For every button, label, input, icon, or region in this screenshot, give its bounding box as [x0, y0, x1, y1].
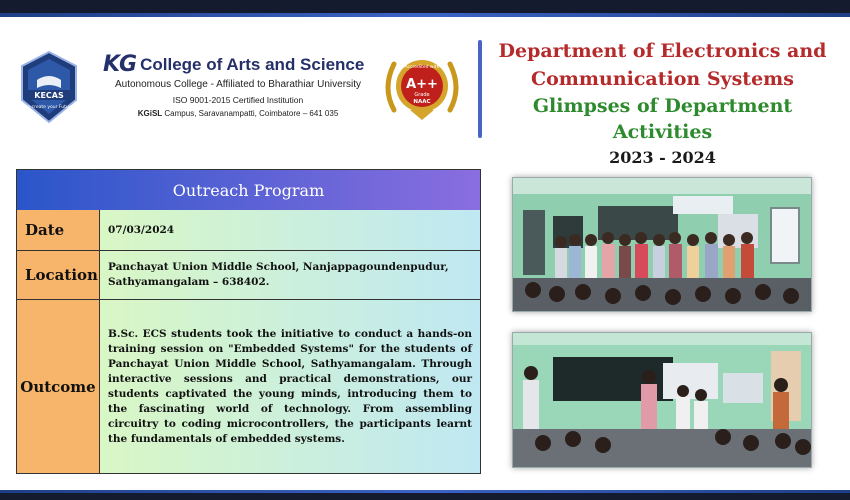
kgisl-mark: KGiSL — [137, 109, 163, 118]
location-label: Location — [17, 251, 100, 299]
location-value: Panchayat Union Middle School, Nanjappagoundenpudur, Sathyamangalam – 638402. — [100, 251, 480, 299]
naac-grade-word: Grade — [414, 92, 430, 98]
campus-address — [103, 109, 373, 118]
kecas-badge-text: KECAS — [34, 91, 64, 100]
dept-title-line2: Communication Systems — [531, 68, 794, 90]
naac-name: NAAC — [413, 99, 431, 105]
group-photo — [512, 177, 812, 312]
naac-seal — [380, 50, 464, 126]
iso-certification: ISO 9001-2015 Certified Institution — [172, 95, 304, 105]
outcome-row — [17, 300, 480, 473]
date-label: Date — [17, 210, 100, 250]
college-identity — [103, 52, 373, 118]
dept-title-line1: Department of Electronics and — [498, 40, 827, 62]
kg-logo-mark: KG — [103, 52, 137, 77]
outcome-label: Outcome — [17, 300, 100, 473]
activities-title: Glimpses of Department Activities — [532, 95, 793, 143]
top-banner-bar — [0, 0, 850, 17]
kecas-logo — [18, 50, 80, 124]
laurel-left-icon — [388, 64, 394, 110]
bottom-banner-bar — [0, 490, 850, 500]
naac-top-text: Accredited with — [404, 65, 440, 70]
top-accent-stripe — [0, 13, 850, 17]
naac-grade: A++ — [406, 77, 438, 92]
header-divider — [478, 40, 482, 138]
date-row — [17, 210, 480, 251]
date-value: 07/03/2024 — [100, 210, 480, 250]
academic-year: 2023 - 2024 — [609, 148, 716, 167]
location-row — [17, 251, 480, 300]
college-name: College of Arts and Science — [140, 54, 365, 74]
outcome-value: B.Sc. ECS students took the initiative to conduct a hands-on training session on "Embedded Systems" for the students of Panchayat Union Middle School, Sathyamangalam. Through interactive sessions and practical demonstrations, our students captivated the young minds, introducing them to the fascinating world of technology. From assembling circuitry to coding microcontrollers, the participants learnt the fundamentals of embedded systems. — [100, 300, 480, 473]
campus-text: Campus, Saravanampatti, Coimbatore – 641 035 — [164, 109, 339, 118]
department-heading — [490, 37, 835, 171]
session-photo — [512, 332, 812, 468]
program-title: Outreach Program — [17, 170, 480, 211]
program-table — [16, 169, 481, 474]
bottom-accent-stripe — [0, 490, 850, 493]
college-affiliation: Autonomous College - Affiliated to Bharathiar University — [114, 79, 362, 90]
kecas-motto: co-create your Future — [24, 105, 74, 110]
laurel-right-icon — [450, 64, 456, 110]
